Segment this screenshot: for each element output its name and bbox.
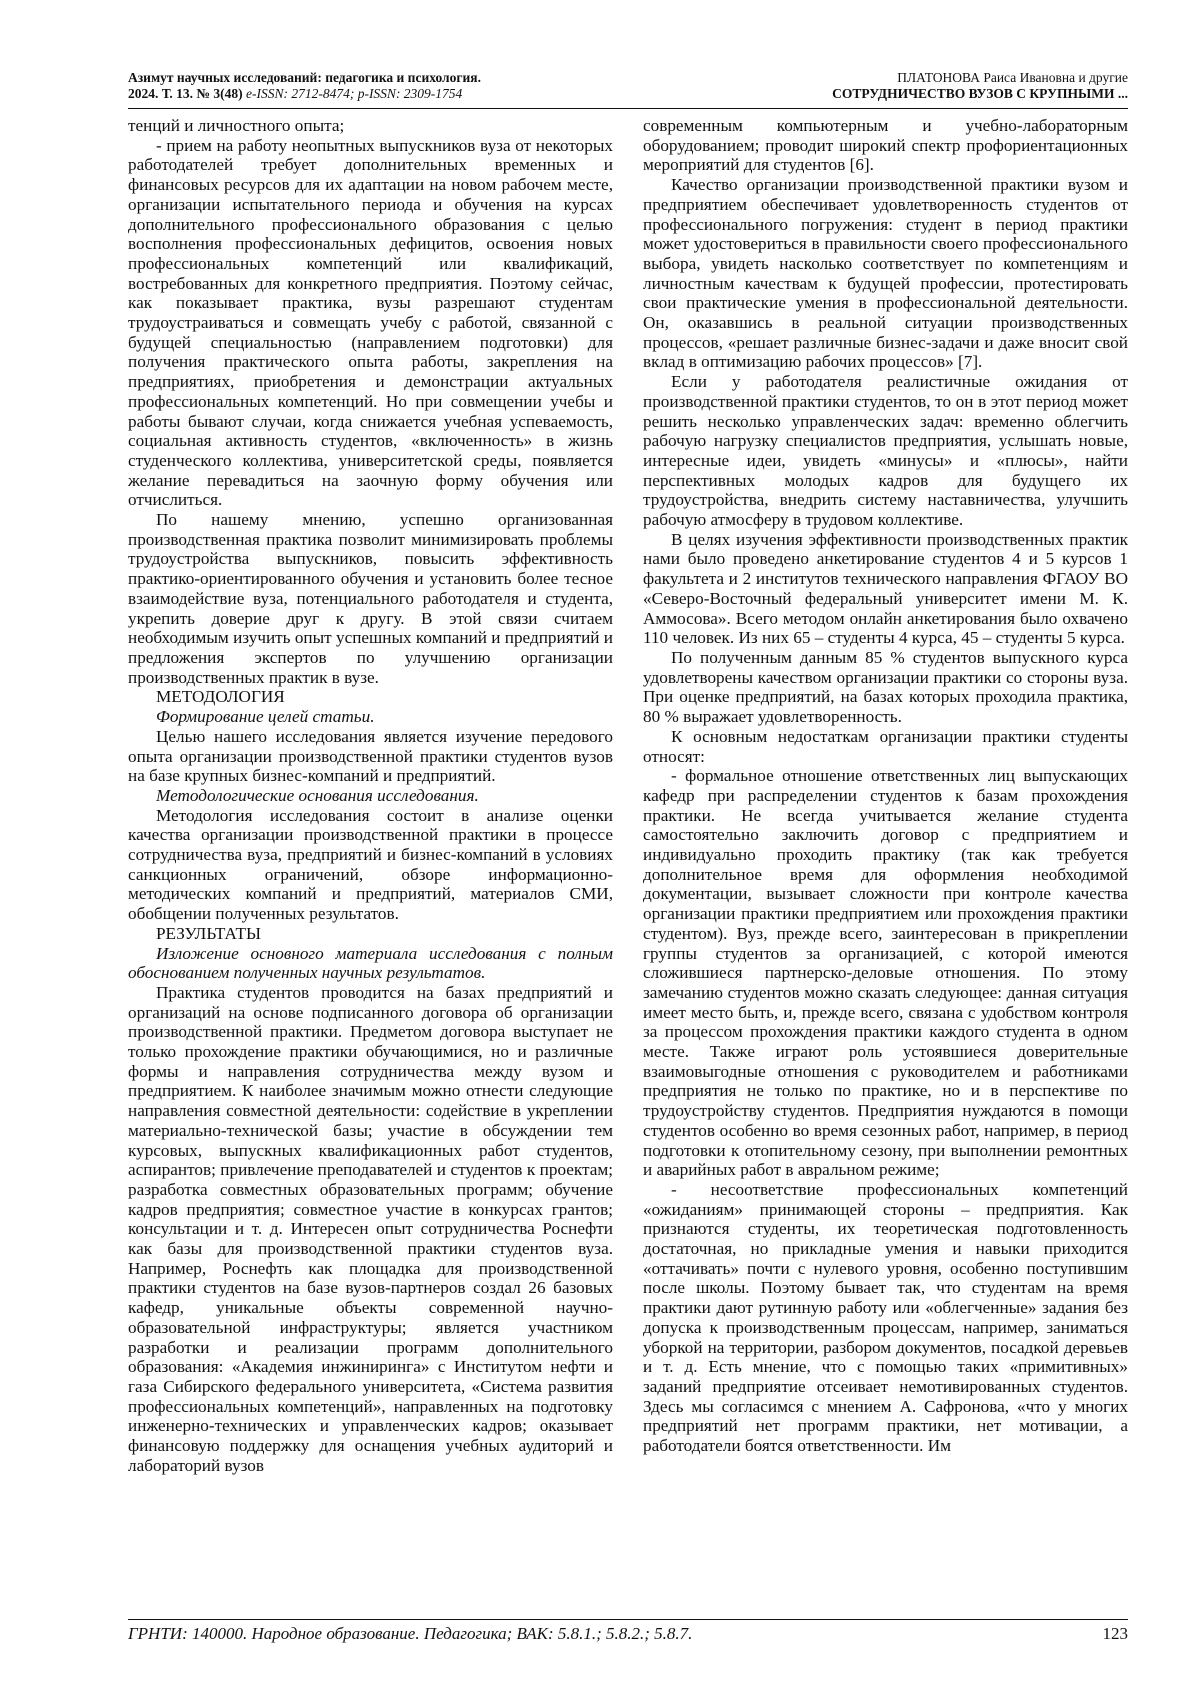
subheading: Изложение основного материала исследования с полным обоснованием полученных научных результатов. <box>128 943 613 983</box>
journal-title: Азимут научных исследований: педагогика и психология. <box>128 70 481 85</box>
paragraph: В целях изучения эффективности производственных практик нами было проведено анкетирование студентов 4 и 5 курсов 1 факультета и 2 институтов технического направления ФГАОУ ВО «Северо-Восточный федеральный университет имени М. К. Аммосова». Всего методом онлайн анкетирования было охвачено 110 человек. Из них 65 – студенты 4 курса, 45 – студенты 5 курса. <box>643 529 1128 648</box>
article-info <box>832 70 1128 102</box>
running-header <box>128 70 1128 110</box>
journal-info <box>128 70 481 102</box>
running-title: СОТРУДНИЧЕСТВО ВУЗОВ С КРУПНЫМИ ... <box>832 86 1128 101</box>
page-number: 123 <box>1102 1624 1128 1643</box>
paragraph: Методология исследования состоит в анализе оценки качества организации производственной практики в процессе сотрудничества вуза, предприятий и бизнес-компаний в условиях санкционных ограничений, обзоре информационно-методических компаний и предприятий, материалов СМИ, обобщении полученных результатов. <box>128 805 613 924</box>
issue-line <box>128 86 481 102</box>
paragraph: современным компьютерным и учебно-лабораторным оборудованием; проводит широкий спектр профориентационных мероприятий для студентов [6]. <box>643 116 1128 175</box>
authors: ПЛАТОНОВА Раиса Ивановна и другие <box>897 70 1128 85</box>
paragraph: Если у работодателя реалистичные ожидания от производственной практики студентов, то он в этот период может решить несколько управленческих задач: временно облегчить рабочую нагрузку специалистов предприятия, услышать новые, интересные идеи, увидеть «минусы» и «плюсы», найти перспективных молодых кадров для будущего их трудоустройства, внедрить систему наставничества, улучшить рабочую атмосферу в трудовом коллективе. <box>643 372 1128 530</box>
paragraph: - формальное отношение ответственных лиц выпускающих кафедр при распределении студентов к базам прохождения практики. Не всегда учитывается желание студента самостоятельно заключить договор с предприятием и индивидуально проходить практику (так как требуется дополнительное время для оформления необходимой документации, вызывает сложности при контроле качества организации практики предприятием или прохождения практики студентом). Вуз, прежде всего, заинтересован в прикреплении группы студентов за организацией, с которой имеются сложившиеся партнерско-деловые отношения. По этому замечанию студентов можно сказать следующее: данная ситуация имеет место быть, и, прежде всего, связана с удобством контроля за процессом прохождения практики каждого студента в одном месте. Также играют роль устоявшиеся доверительные взаимовыгодные отношения с руководителем и работниками предприятия не только по практике, но и в перспективе по трудоустройству студентов. Предприятия нуждаются в помощи студентов особенно во время сезонных работ, например, в период подготовки к отопительному сезону, при выполнении ремонтных и аварийных работ в авральном режиме; <box>643 766 1128 1180</box>
subheading: Формирование целей статьи. <box>156 707 375 727</box>
subheading: Методологические основания исследования. <box>156 785 479 805</box>
page-footer <box>128 1624 1128 1644</box>
paragraph: По полученным данным 85 % студентов выпускного курса удовлетворены качеством организации практики со стороны вуза. При оценке предприятий, на базах которых проходила практика, 80 % выражает удовлетворенность. <box>643 647 1128 727</box>
paragraph: тенций и личностного опыта; <box>128 116 345 135</box>
issue-number: 2024. Т. 13. № 3(48) <box>128 86 243 101</box>
paragraph: По нашему мнению, успешно организованная производственная практика позволит минимизировать проблемы трудоустройства выпускников, повысить эффективность практико-ориентированного обучения и установить более тесное взаимодействие вуза, потенциального работодателя и студента, укрепить доверие друг к другу. В этой связи считаем необходимым изучить опыт успешных компаний и предприятий и предложения экспертов по улучшению организации производственных практик в вузе. <box>128 510 613 687</box>
footer-rule <box>128 1619 1128 1620</box>
left-column <box>128 116 613 1476</box>
paragraph: Качество организации производственной практики вузом и предприятием обеспечивает удовлетворенность студентов от профессионального погружения: студент в период практики может удостовериться в правильности своего профессионального выбора, увидеть насколько соответствует по компетенциям и личностным качествам к будущей профессии, протестировать свои практические умения в профессиональной деятельности. Он, оказавшись в реальной ситуации производственных процессов, «решает различные бизнес-задачи и даже вносит свой вклад в оптимизацию рабочих процессов» [7]. <box>643 175 1128 372</box>
classification-codes: ГРНТИ: 140000. Народное образование. Педагогика; ВАК: 5.8.1.; 5.8.2.; 5.8.7. <box>128 1624 693 1643</box>
header-rule <box>128 108 1128 109</box>
paragraph: - несоответствие профессиональных компетенций «ожиданиям» принимающей стороны – предприятия. Как признаются студенты, их теоретическая подготовленность достаточная, но прикладные умения и навыки приходится «оттачивать» почти с нулевого уровня, особенно поступившим после школы. Поэтому бывает так, что студентам на время практики дают рутинную работу или «облегченные» задания без допуска к производственным процессам, например, заниматься уборкой на территории, разбором документов, посадкой деревьев и т. д. Есть мнение, что с помощью таких «примитивных» заданий предприятие отсеивает немотивированных студентов. Здесь мы согласимся с мнением А. Сафронова, «что у многих предприятий нет программ практики, нет мотивации, а работодатели боятся ответственности. Им <box>643 1179 1128 1456</box>
paragraph: Целью нашего исследования является изучение передового опыта организации производственной практики студентов вузов на базе крупных бизнес-компаний и предприятий. <box>128 726 613 786</box>
section-heading-methodology: МЕТОДОЛОГИЯ <box>156 687 285 707</box>
issn: e-ISSN: 2712-8474; p-ISSN: 2309-1754 <box>245 86 463 101</box>
section-heading-results: РЕЗУЛЬТАТЫ <box>156 923 261 943</box>
right-column <box>643 116 1128 1456</box>
paragraph: К основным недостаткам организации практики студенты относят: <box>643 726 1128 766</box>
paragraph: - прием на работу неопытных выпускников вуза от некоторых работодателей требует дополнительных временных и финансовых ресурсов для их адаптации на новом рабочем месте, организации испытательного периода и обучения на курсах дополнительного профессионального образования с целью восполнения профессиональных дефицитов, освоения новых профессиональных компетенций или квалификаций, востребованных для конкретного предприятия. Поэтому сейчас, как показывает практика, вузы разрешают студентам трудоустраиваться и совмещать учебу с работой, связанной с будущей специальностью (направлением подготовки) для получения практического опыта работы, закрепления на предприятиях, приобретения и демонстрации актуальных профессиональных компетенций. Но при совмещении учебы и работы бывают случаи, когда снижается учебная успеваемость, социальная активность студентов, «включенность» в жизнь студенческого коллектива, университетской среды, появляется желание перевадиться на заочную форму обучения или отчислиться. <box>128 135 613 510</box>
paragraph: Практика студентов проводится на базах предприятий и организаций на основе подписанного договора об организации производственной практики. Предметом договора выступает не только прохождение практики обучающимися, но и различные формы и направления сотрудничества между вузом и предприятием. К наиболее значимым можно отнести следующие направления совместной деятельности: содействие в укреплении материально-технической базы; участие в обсуждении тем курсовых, выпускных квалификационных работ студентов, аспирантов; привлечение преподавателей и студентов к проектам; разработка совместных образовательных программ; обучение кадров предприятия; совместное участие в конкурсах грантов; консультации и т. д. Интересен опыт сотрудничества Роснефти как базы для производственной практики студентов вуза. Например, Роснефть как площадка для производственной практики студентов на базе вузов-партнеров создал 26 базовых кафедр, уникальные объекты современной научно-образовательной инфраструктуры; является участником разработки и реализации программ дополнительного образования: «Академия инжиниринга» с Институтом нефти и газа Сибирского федерального университета, «Система развития профессиональных компетенций», направленных на подготовку инженерно-технических и управленческих кадров; оказывает финансовую поддержку для оснащения учебных аудиторий и лабораторий вузов <box>128 982 613 1475</box>
